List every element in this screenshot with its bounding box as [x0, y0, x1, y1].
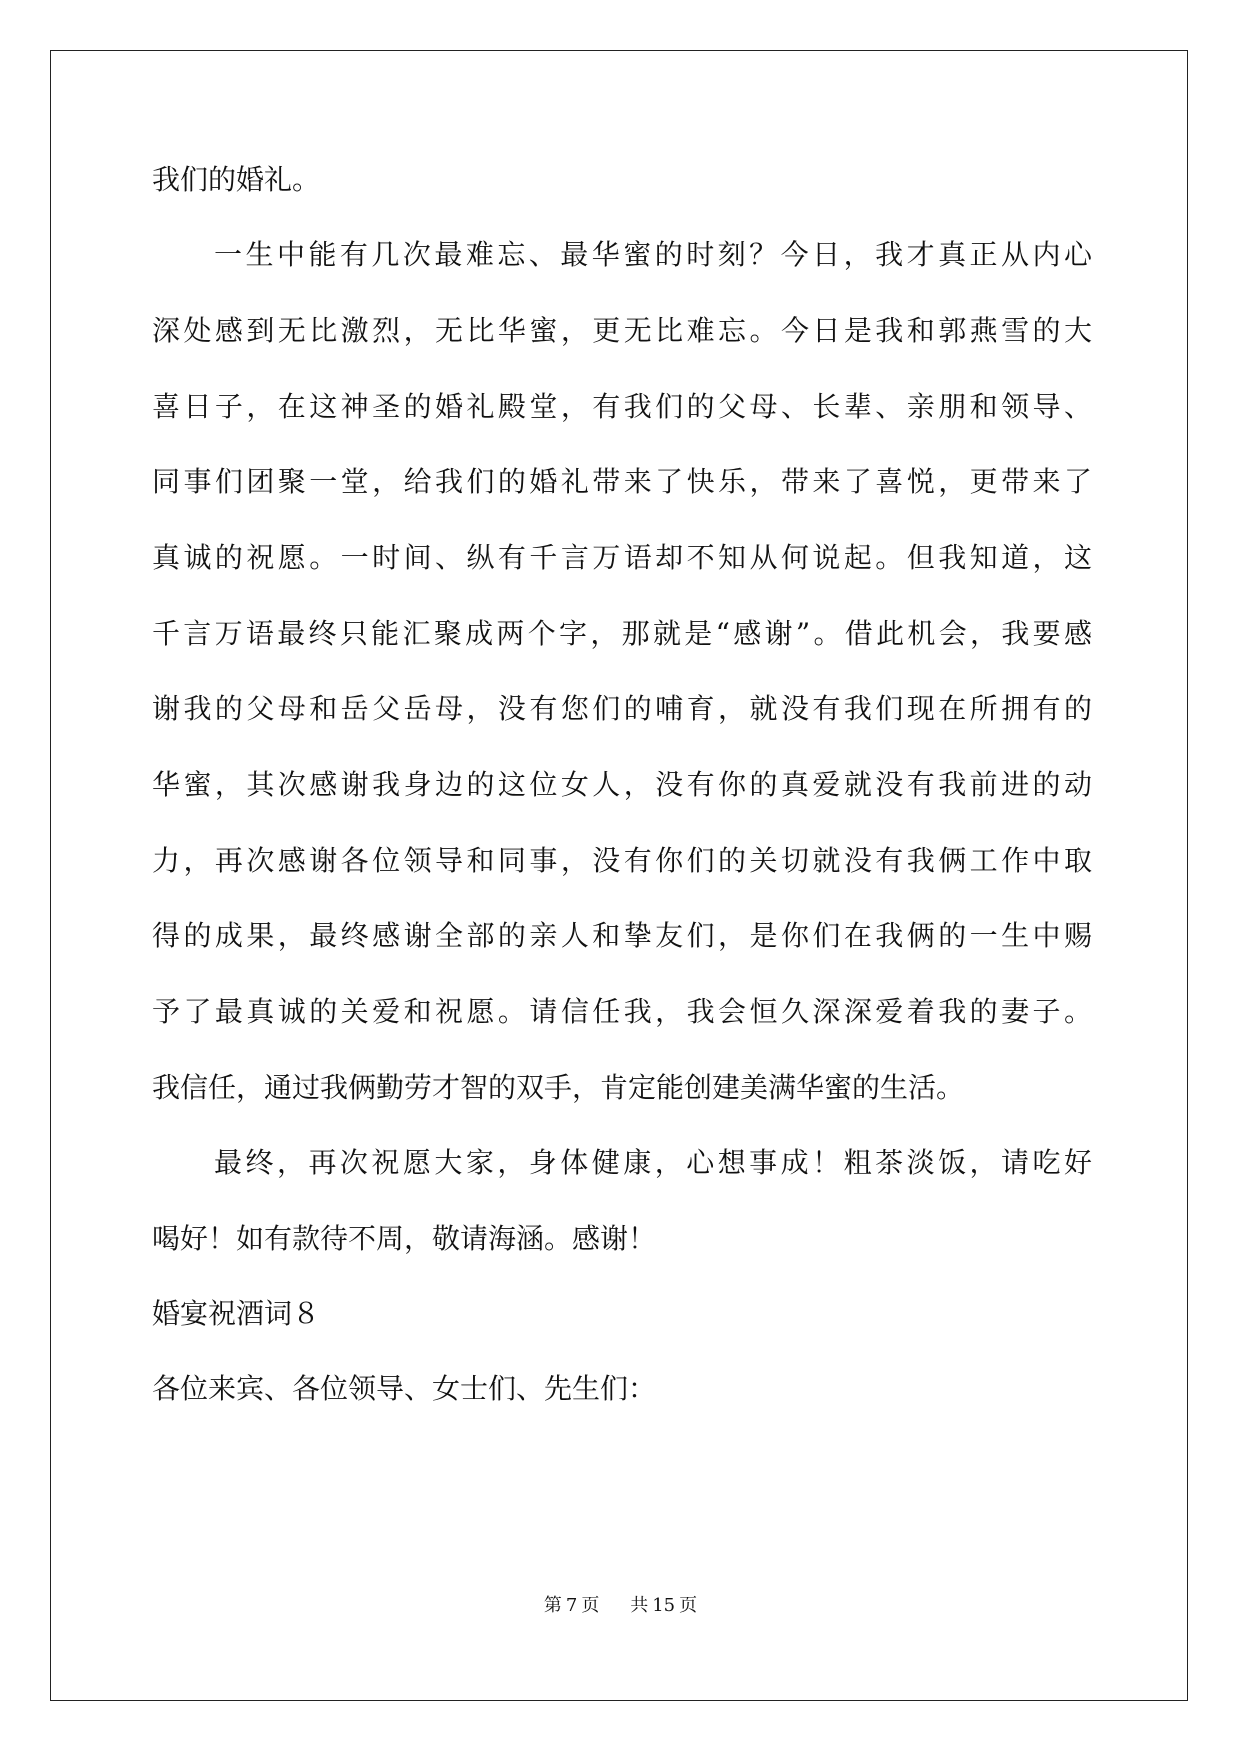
text-line: 同事们团聚一堂，给我们的婚礼带来了快乐，带来了喜悦，更带来了: [152, 465, 1092, 498]
text-line: 得的成果，最终感谢全部的亲人和挚友们，是你们在我俩的一生中赐: [152, 919, 1092, 952]
text-line: 千言万语最终只能汇聚成两个字，那就是“感谢”。借此机会，我要感: [152, 617, 1092, 650]
salutation-line: 各位来宾、各位领导、女士们、先生们：: [152, 1372, 657, 1405]
text-line: 我信任，通过我俩勤劳才智的双手，肯定能创建美满华蜜的生活。: [152, 1071, 965, 1104]
text-line: 喜日子，在这神圣的婚礼殿堂，有我们的父母、长辈、亲朋和领导、: [152, 390, 1092, 423]
text-line: 我们的婚礼。: [152, 163, 321, 196]
text-line: 华蜜，其次感谢我身边的这位女人，没有你的真爱就没有我前进的动: [152, 768, 1092, 801]
page-number-label: 第 7 页: [543, 1595, 600, 1616]
text-line: 深处感到无比激烈，无比华蜜，更无比难忘。今日是我和郭燕雪的大: [152, 314, 1092, 347]
page-footer: [0, 1594, 1241, 1618]
paragraph-start-line: 一生中能有几次最难忘、最华蜜的时刻？今日，我才真正从内心: [214, 238, 1092, 271]
text-line: 真诚的祝愿。一时间、纵有千言万语却不知从何说起。但我知道，这: [152, 541, 1092, 574]
section-heading: 婚宴祝酒词８: [152, 1297, 321, 1330]
paragraph-start-line: 最终，再次祝愿大家，身体健康，心想事成！粗茶淡饭，请吃好: [214, 1146, 1092, 1179]
text-line: 谢我的父母和岳父岳母，没有您们的哺育，就没有我们现在所拥有的: [152, 692, 1092, 725]
text-line: 予了最真诚的关爱和祝愿。请信任我，我会恒久深深爱着我的妻子。: [152, 995, 1092, 1028]
text-line: 力，再次感谢各位领导和同事，没有你们的关切就没有我俩工作中取: [152, 844, 1092, 877]
text-line: 喝好！如有款待不周，敬请海涵。感谢！: [152, 1222, 657, 1255]
page-total-label: 共 15 页: [630, 1595, 698, 1616]
